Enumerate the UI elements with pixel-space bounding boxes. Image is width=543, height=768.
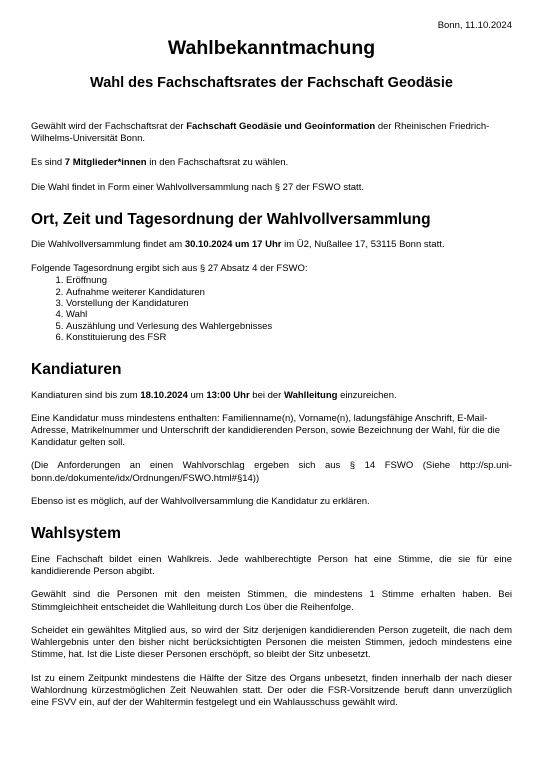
wahl-paragraph-vacancy: Scheidet ein gewähltes Mitglied aus, so wird der Sitz derjenigen kandidierenden Person zugeteilt, die nach dem Wahlergebnis unter den bisher nicht berücksichtigten Personen die meisten Stimmen, jedoch mindestens eine Stimme, hat. Ist die Liste dieser Personen erschöpft, so bleibt der Sitz unbesetzt. xyxy=(31,624,512,661)
kand-paragraph-requirements: Eine Kandidatur muss mindestens enthalten: Familienname(n), Vorname(n), ladungsfähige Anschrift, E-Mail-Adresse, Matrikelnummer und Unterschrift der kandidierenden Person, sowie Bezeichnung der Wahl, für die die Kandidatur gelten soll. xyxy=(31,412,501,449)
agenda-list xyxy=(31,275,512,343)
deadline-time: 13:00 Uhr xyxy=(206,389,250,401)
wahl-paragraph-constituency: Eine Fachschaft bildet einen Wahlkreis. Jede wahlberechtigte Person hat eine Stimme, die sie für eine kandidierende Person abgibt. xyxy=(31,554,512,578)
document-title: Wahlbekanntmachung xyxy=(167,37,376,59)
election-committee: Wahlleitung xyxy=(283,389,338,401)
assembly-datetime: 30.10.2024 um 17 Uhr xyxy=(184,238,282,250)
agenda-item: 1. Eröffnung xyxy=(66,275,512,286)
faculty-name: Fachschaft Geodäsie und Geoinformation xyxy=(186,121,376,132)
wahl-paragraph-elected: Gewählt sind die Personen mit den meisten Stimmen, die mindestens 1 Stimme erhalten haben. Bei Stimmgleichheit entscheidet die Wahlleitung durch Los über die Reihenfolge. xyxy=(31,589,512,613)
intro-paragraph-seats: Es sind 7 Mitglieder*innen in den Fachschaftsrat zu wählen. xyxy=(31,157,289,169)
kand-paragraph-reference: (Die Anforderungen an einen Wahlvorschlag ergeben sich aus § 14 FSWO (Siehe http://sp.uni-bonn.de/dokumente/idx/Ordnungen/FSWO.html#§14)) xyxy=(31,460,512,484)
agenda-item: 6. Konstituierung des FSR xyxy=(66,332,512,343)
agenda-item: 4. Wahl xyxy=(66,309,512,320)
kand-paragraph-deadline: Kandiaturen sind bis zum 18.10.2024 um 13:00 Uhr bei der Wahlleitung einzureichen. xyxy=(31,389,397,401)
agenda-item: 3. Vorstellung der Kandidaturen xyxy=(66,298,512,309)
kand-paragraph-declaration: Ebenso ist es möglich, auf der Wahlvollversammlung die Kandidatur zu erklären. xyxy=(31,495,370,507)
deadline-date: 18.10.2024 xyxy=(140,389,188,401)
ort-paragraph-agenda-intro: Folgende Tagesordnung ergibt sich aus § 27 Absatz 4 der FSWO: xyxy=(31,263,308,275)
section-heading-wahlsystem: Wahlsystem xyxy=(31,525,121,543)
intro-paragraph-council: Gewählt wird der Fachschaftsrat der Fachschaft Geodäsie und Geoinformation der Rheinischen Friedrich-Wilhelms-Universität Bonn. xyxy=(31,121,490,145)
section-heading-kandidaturen: Kandiaturen xyxy=(31,360,122,378)
ort-paragraph-time: Die Wahlvollversammlung findet am 30.10.2024 um 17 Uhr im Ü2, Nußallee 17, 53115 Bonn statt. xyxy=(31,238,445,250)
document-date: Bonn, 11.10.2024 xyxy=(437,20,512,31)
agenda-item: 2. Aufnahme weiterer Kandidaturen xyxy=(66,287,512,298)
section-heading-ort: Ort, Zeit und Tagesordnung der Wahlvollversammlung xyxy=(31,210,431,228)
seat-count: 7 Mitglieder*innen xyxy=(64,157,147,169)
wahl-paragraph-reelection: Ist zu einem Zeitpunkt mindestens die Hälfte der Sitze des Organs unbesetzt, finden innerhalb der nach dieser Wahlordnung kürzestmöglichen Zeit Neuwahlen statt. Der oder die FSR-Vorsitzende beruft dann unverzüglich eine FSVV ein, auf der der Wahltermin festgelegt und ein Wahlausschuss gewählt wird. xyxy=(31,672,512,708)
intro-paragraph-form: Die Wahl findet in Form einer Wahlvollversammlung nach § 27 der FSWO statt. xyxy=(31,181,364,193)
agenda-item: 5. Auszählung und Verlesung des Wahlergebnisses xyxy=(66,321,512,332)
document-subtitle: Wahl des Fachschaftsrates der Fachschaft Geodäsie xyxy=(90,75,453,91)
